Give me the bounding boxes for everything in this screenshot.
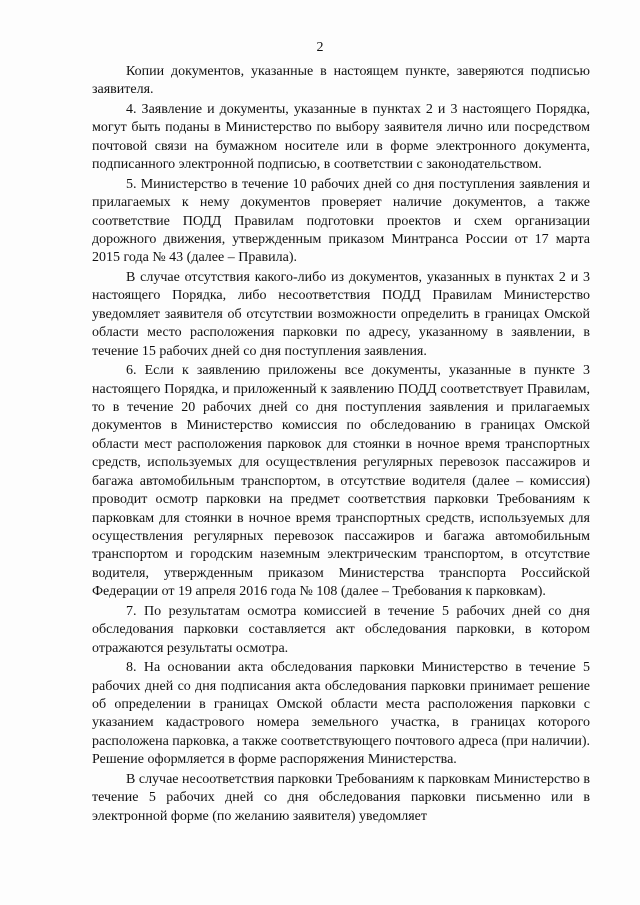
paragraph-missing-documents: В случае отсутствия какого-либо из документов, указанных в пунктах 2 и 3 настоящего Порядка, либо несоответствия ПОДД Правилам Министерство уведомляет заявителя об отсутствии возможности определить в границах Омской области место расположения парковки по адресу, указанному в заявлении, в течение 15 рабочих дней со дня поступления заявления. <box>92 270 590 359</box>
paragraph-item-4: 4. Заявление и документы, указанные в пунктах 2 и 3 настоящего Порядка, могут быть поданы в Министерство по выбору заявителя лично или посредством почтовой связи на бумажном носителе или в форме электронного документа, подписанного электронной подписью, в соответствии с законодательством. <box>92 102 590 173</box>
paragraph-nonconformity: В случае несоответствия парковки Требованиям к парковкам Министерство в течение 5 рабочих дней со дня обследования парковки письменно или в электронной форме (по желанию заявителя) уведомляет <box>92 771 590 824</box>
paragraph-item-8: 8. На основании акта обследования парковки Министерство в течение 5 рабочих дней со дня подписания акта обследования парковки принимает решение об определении в границах Омской области места расположения парковки с указанием кадастрового номера земельного участка, в границах которого расположена парковка, а также соответствующего почтового адреса (при наличии). Решение оформляется в форме распоряжения Министерства. <box>92 660 590 768</box>
document-body <box>92 63 590 826</box>
paragraph-item-5: 5. Министерство в течение 10 рабочих дней со дня поступления заявления и прилагаемых к нему документов проверяет наличие документов, а также соответствие ПОДД Правилам подготовки проектов и схем организации дорожного движения, утвержденным приказом Минтранса России от 17 марта 2015 года № 43 (далее – Правила). <box>92 176 590 266</box>
page-number: 2 <box>316 40 324 55</box>
paragraph-item-6: 6. Если к заявлению приложены все документы, указанные в пункте 3 настоящего Порядка, и приложенный к заявлению ПОДД соответствует Правилам, то в течение 20 рабочих дней со дня поступления заявления и прилагаемых документов в Министерство комиссия по обследованию в границах Омской области мест расположения парковок для стоянки в ночное время транспортных средств, используемых для осуществления регулярных перевозок пассажиров и багажа автомобильным транспортом, в отсутствие водителя (далее – комиссия) проводит осмотр парковки на предмет соответствия парковки Требованиям к парковкам для стоянки в ночное время транспортных средств, используемых для осуществления регулярных перевозок пассажиров и багажа автомобильным транспортом и городским наземным электрическим транспортом, в отсутствие водителя, утвержденным приказом Министерства транспорта Российской Федерации от 19 апреля 2016 года № 108 (далее – Требования к парковкам). <box>92 363 590 600</box>
paragraph-item-7: 7. По результатам осмотра комиссией в течение 5 рабочих дней со дня обследования парковки составляется акт обследования парковки, в котором отражаются результаты осмотра. <box>92 603 590 656</box>
paragraph-copies-certification: Копии документов, указанные в настоящем пункте, заверяются подписью заявителя. <box>92 64 590 98</box>
